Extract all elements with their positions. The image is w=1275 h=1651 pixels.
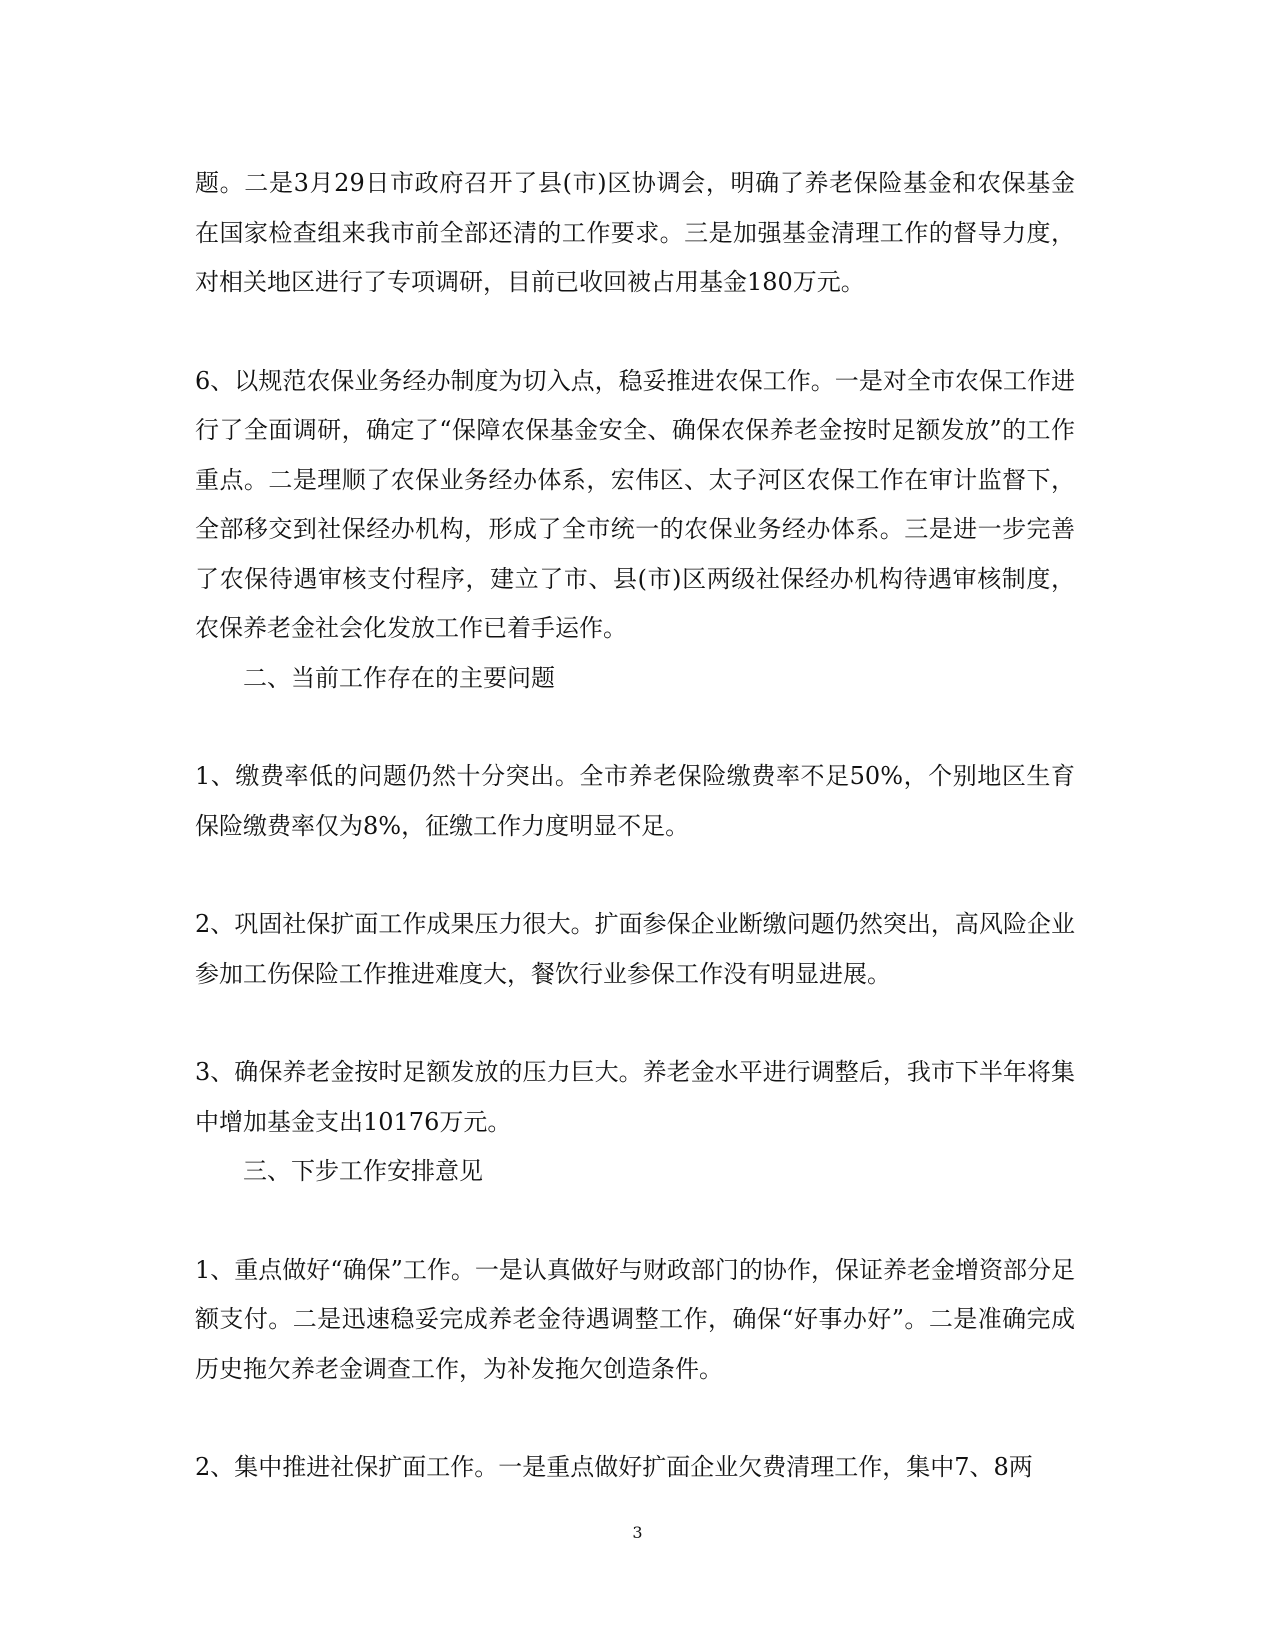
paragraph-gap: [195, 851, 1075, 900]
section-heading-next-steps: 三、下步工作安排意见: [243, 1157, 483, 1185]
paragraph-low-payment-rate: 1、缴费率低的问题仍然十分突出。全市养老保险缴费率不足50%，个别地区生育保险缴费率仅为8%，征缴工作力度明显不足。: [195, 762, 1075, 840]
paragraph-gap: [195, 1197, 1075, 1246]
paragraph-gap: [195, 703, 1075, 752]
paragraph-fund-recovery: 题。二是3月29日市政府召开了县(市)区协调会，明确了养老保险基金和农保基金在国家检查组来我市前全部还清的工作要求。三是加强基金清理工作的督导力度，对相关地区进行了专项调研，目前已收回被占用基金180万元。: [195, 169, 1075, 296]
page-number: 3: [632, 1523, 643, 1542]
paragraph-rural-insurance: 6、以规范农保业务经办制度为切入点，稳妥推进农保工作。一是对全市农保工作进行了全面调研，确定了“保障农保基金安全、确保农保养老金按时足额发放”的工作重点。二是理顺了农保业务经办体系，宏伟区、太子河区农保工作在审计监督下，全部移交到社保经办机构，形成了全市统一的农保业务经办体系。三是进一步完善了农保待遇审核支付程序，建立了市、县(市)区两级社保经办机构待遇审核制度，农保养老金社会化发放工作已着手运作。: [195, 366, 1075, 642]
document-body: [195, 159, 1075, 1493]
section-heading-main-problems: 二、当前工作存在的主要问题: [243, 663, 555, 692]
paragraph-coverage-pressure: 2、巩固社保扩面工作成果压力很大。扩面参保企业断缴问题仍然突出，高风险企业参加工伤保险工作推进难度大，餐饮行业参保工作没有明显进展。: [195, 910, 1075, 988]
paragraph-gap: [195, 1394, 1075, 1443]
paragraph-gap: [195, 308, 1075, 357]
paragraph-pension-pressure: 3、确保养老金按时足额发放的压力巨大。养老金水平进行调整后，我市下半年将集中增加基金支出10176万元。: [195, 1058, 1075, 1136]
paragraph-guarantee-work: 1、重点做好“确保”工作。一是认真做好与财政部门的协作，保证养老金增资部分足额支付。二是迅速稳妥完成养老金待遇调整工作，确保“好事办好”。二是准确完成历史拖欠养老金调查工作，为补发拖欠创造条件。: [195, 1255, 1075, 1383]
paragraph-gap: [195, 999, 1075, 1048]
paragraph-coverage-expansion: 2、集中推进社保扩面工作。一是重点做好扩面企业欠费清理工作，集中7、8两: [195, 1453, 1033, 1481]
